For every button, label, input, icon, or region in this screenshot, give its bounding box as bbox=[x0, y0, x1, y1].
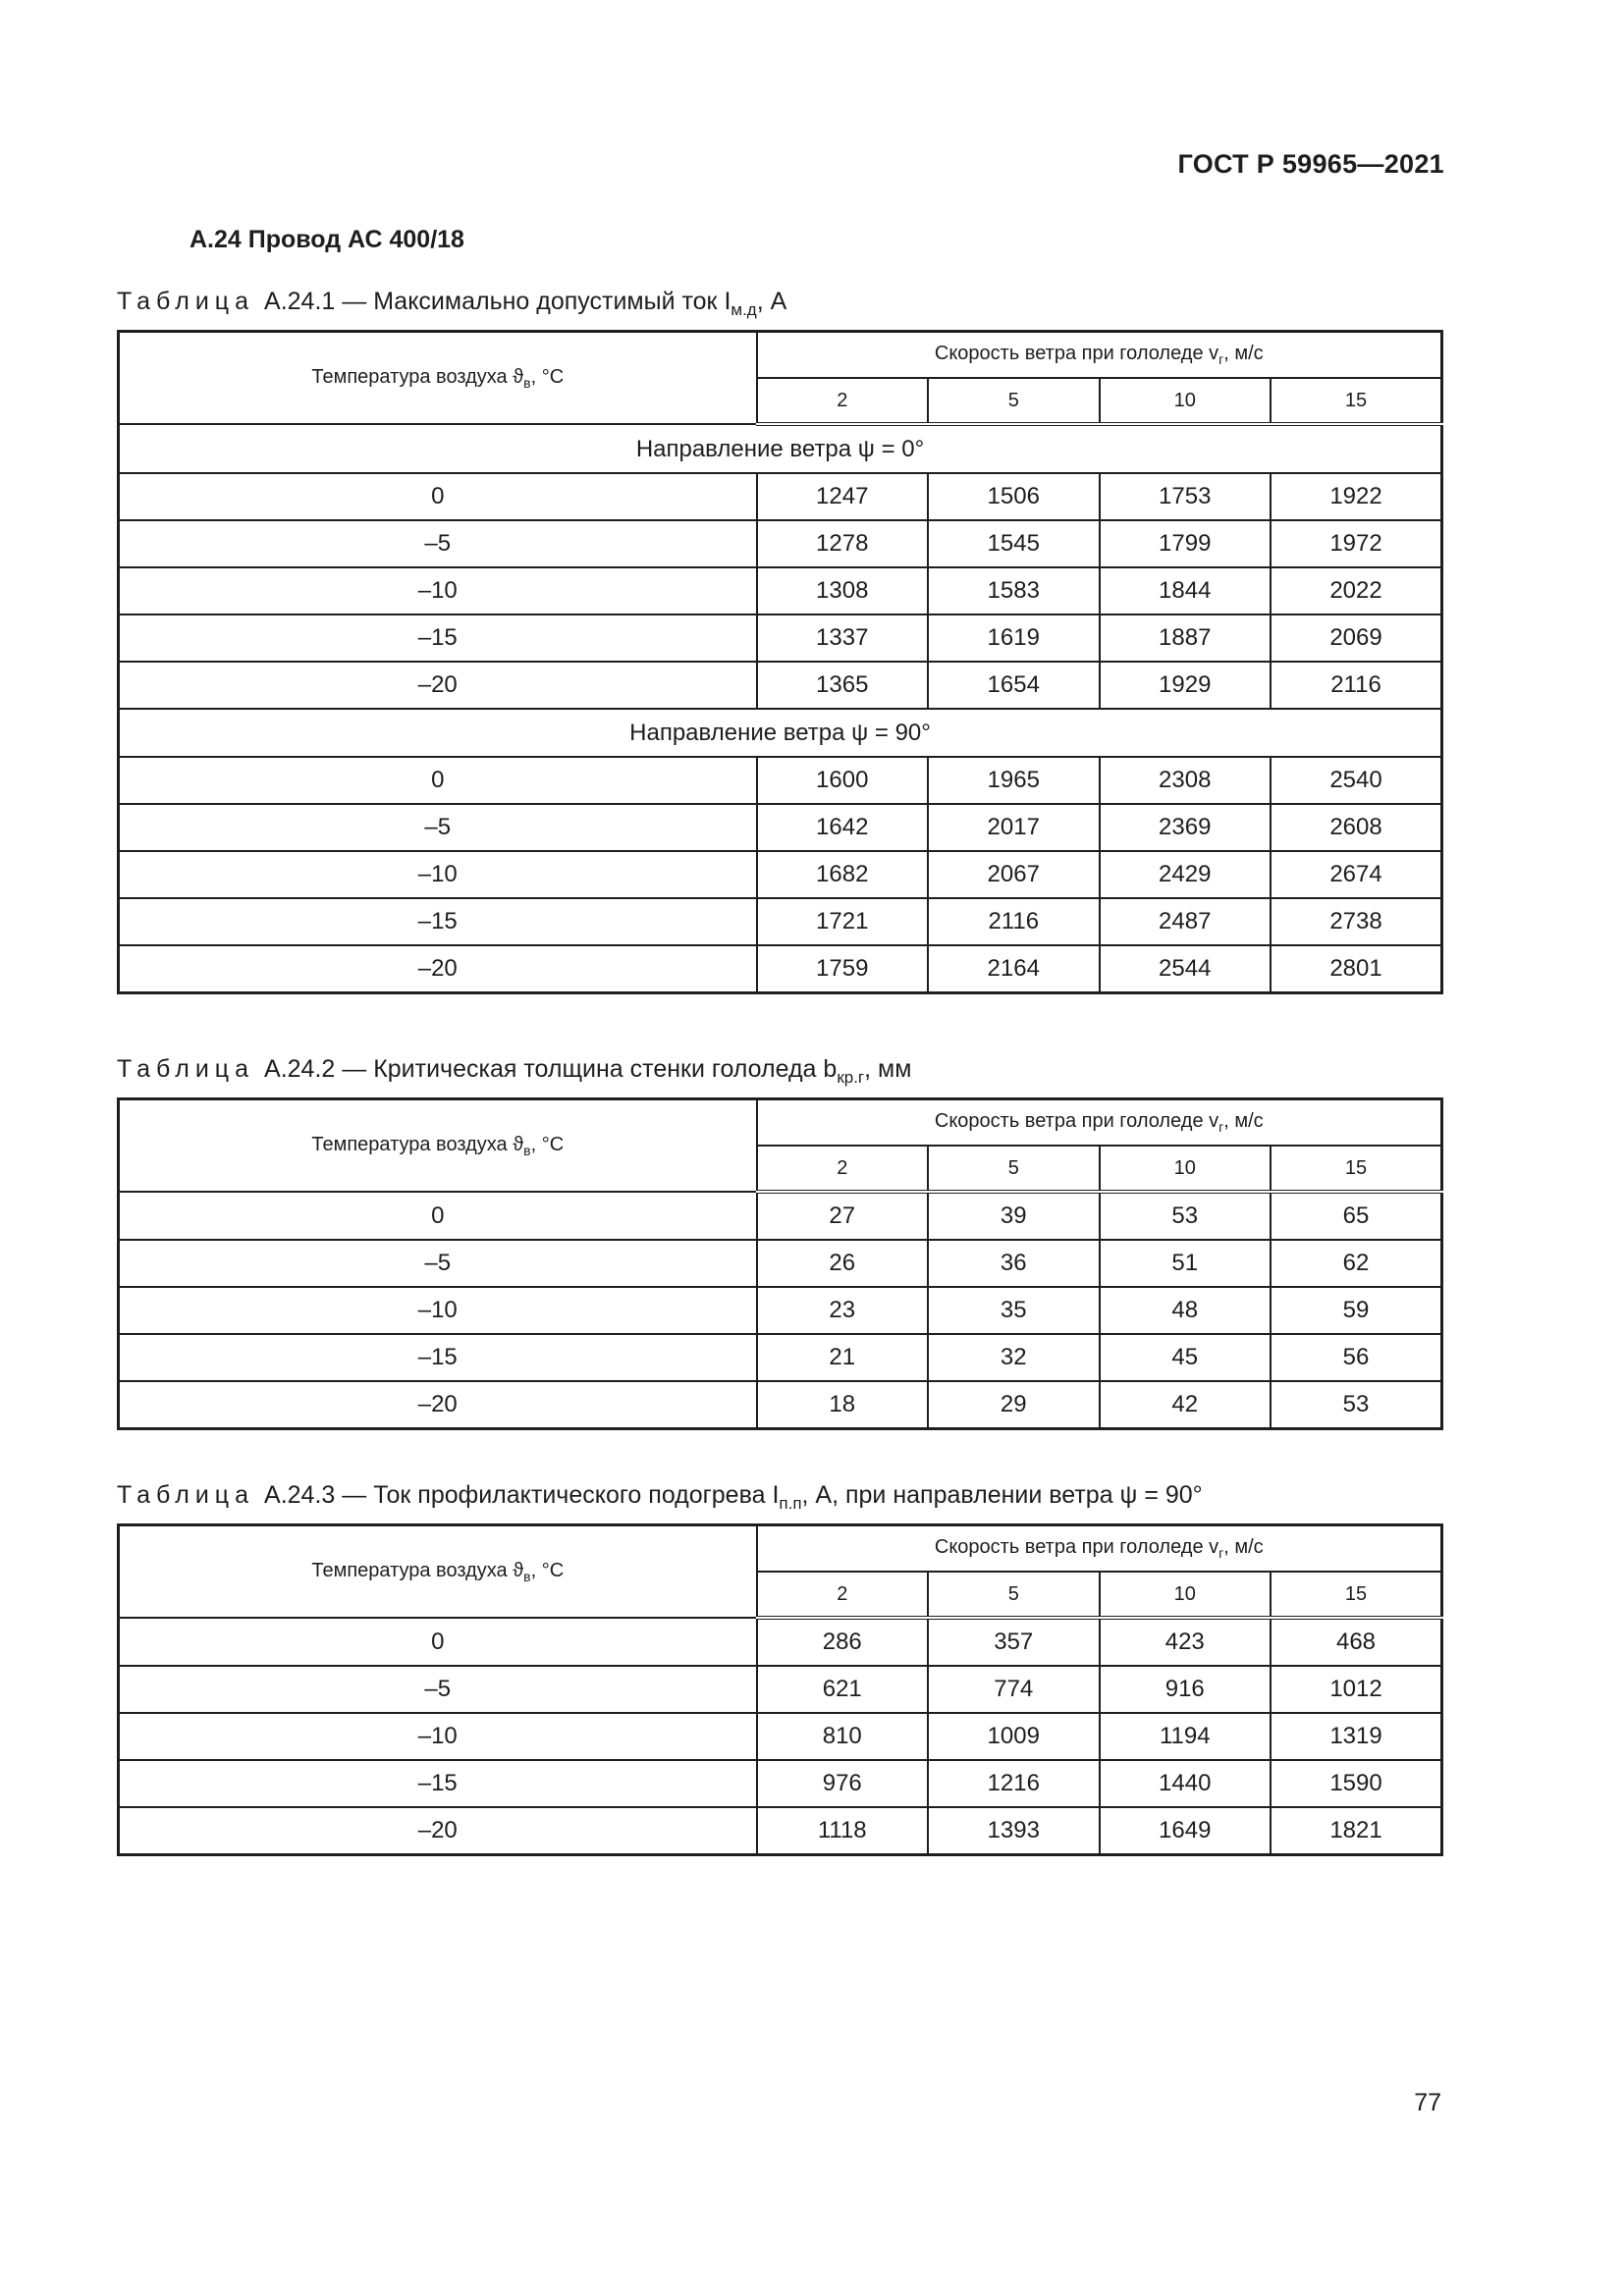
table-row bbox=[119, 520, 1442, 567]
header-row bbox=[119, 332, 1442, 379]
speed-header-cell: 2 bbox=[757, 378, 929, 424]
value-cell: 357 bbox=[928, 1618, 1100, 1666]
temperature-cell: –10 bbox=[119, 851, 757, 898]
speed-header-cell: 10 bbox=[1100, 378, 1272, 424]
value-cell: 1619 bbox=[928, 614, 1100, 662]
value-cell: 59 bbox=[1271, 1287, 1442, 1334]
value-cell: 1821 bbox=[1271, 1807, 1442, 1855]
speed-header-cell: 10 bbox=[1100, 1572, 1272, 1618]
value-cell: 2487 bbox=[1100, 898, 1272, 945]
table-row bbox=[119, 614, 1442, 662]
value-cell: 53 bbox=[1271, 1381, 1442, 1429]
value-cell: 2022 bbox=[1271, 567, 1442, 614]
value-cell: 1278 bbox=[757, 520, 929, 567]
value-cell: 1216 bbox=[928, 1760, 1100, 1807]
value-cell: 62 bbox=[1271, 1240, 1442, 1287]
value-cell: 1545 bbox=[928, 520, 1100, 567]
table-caption-a24-3 bbox=[117, 1481, 1203, 1514]
temperature-subscript: в bbox=[523, 1142, 531, 1158]
temperature-cell: –5 bbox=[119, 1240, 757, 1287]
table-row bbox=[119, 1807, 1442, 1855]
temperature-label: Температура воздуха ϑ bbox=[311, 1133, 524, 1155]
value-cell: 2608 bbox=[1271, 804, 1442, 851]
value-cell: 1759 bbox=[757, 945, 929, 993]
table-row bbox=[119, 851, 1442, 898]
temperature-cell: –5 bbox=[119, 1666, 757, 1713]
temperature-header bbox=[119, 1099, 757, 1193]
value-cell: 2801 bbox=[1271, 945, 1442, 993]
value-cell: 423 bbox=[1100, 1618, 1272, 1666]
value-cell: 1583 bbox=[928, 567, 1100, 614]
value-cell: 1929 bbox=[1100, 662, 1272, 709]
caption-text: А.24.1 — Максимально допустимый ток I bbox=[264, 288, 731, 315]
temperature-cell: 0 bbox=[119, 473, 757, 520]
caption-subscript: м.д bbox=[731, 300, 757, 319]
value-cell: 1887 bbox=[1100, 614, 1272, 662]
value-cell: 1642 bbox=[757, 804, 929, 851]
table-row bbox=[119, 567, 1442, 614]
temperature-cell: –10 bbox=[119, 567, 757, 614]
temperature-label: Температура воздуха ϑ bbox=[311, 1559, 524, 1581]
caption-word: Таблица bbox=[117, 1481, 255, 1509]
temperature-cell: –15 bbox=[119, 1334, 757, 1381]
value-cell: 2369 bbox=[1100, 804, 1272, 851]
wind-speed-subscript: г bbox=[1218, 351, 1224, 367]
value-cell: 2308 bbox=[1100, 757, 1272, 804]
wind-speed-subscript: г bbox=[1218, 1545, 1224, 1561]
value-cell: 1365 bbox=[757, 662, 929, 709]
temperature-cell: –20 bbox=[119, 1807, 757, 1855]
table-row bbox=[119, 1760, 1442, 1807]
value-cell: 1682 bbox=[757, 851, 929, 898]
wind-speed-label: Скорость ветра при гололеде v bbox=[934, 343, 1219, 364]
value-cell: 1721 bbox=[757, 898, 929, 945]
wind-speed-unit: , м/с bbox=[1223, 1536, 1264, 1558]
table-a24-3 bbox=[117, 1523, 1443, 1856]
value-cell: 45 bbox=[1100, 1334, 1272, 1381]
table-row bbox=[119, 757, 1442, 804]
value-cell: 1654 bbox=[928, 662, 1100, 709]
value-cell: 1844 bbox=[1100, 567, 1272, 614]
speed-header-cell: 5 bbox=[928, 1572, 1100, 1618]
value-cell: 916 bbox=[1100, 1666, 1272, 1713]
header-row bbox=[119, 1099, 1442, 1147]
value-cell: 2164 bbox=[928, 945, 1100, 993]
value-cell: 29 bbox=[928, 1381, 1100, 1429]
value-cell: 1506 bbox=[928, 473, 1100, 520]
speed-header-cell: 5 bbox=[928, 1146, 1100, 1192]
speed-header-cell: 2 bbox=[757, 1572, 929, 1618]
wind-speed-unit: , м/с bbox=[1223, 343, 1264, 364]
temperature-cell: 0 bbox=[119, 1192, 757, 1240]
value-cell: 1965 bbox=[928, 757, 1100, 804]
table-caption-a24-1 bbox=[117, 288, 786, 320]
wind-direction-label: Направление ветра ψ = 0° bbox=[119, 424, 1442, 473]
speed-header-cell: 15 bbox=[1271, 1146, 1442, 1192]
speed-header-cell: 15 bbox=[1271, 1572, 1442, 1618]
value-cell: 65 bbox=[1271, 1192, 1442, 1240]
caption-word: Таблица bbox=[117, 1055, 255, 1083]
value-cell: 2069 bbox=[1271, 614, 1442, 662]
value-cell: 21 bbox=[757, 1334, 929, 1381]
value-cell: 2116 bbox=[928, 898, 1100, 945]
speed-header-cell: 10 bbox=[1100, 1146, 1272, 1192]
table-row bbox=[119, 1287, 1442, 1334]
value-cell: 621 bbox=[757, 1666, 929, 1713]
temperature-header bbox=[119, 332, 757, 425]
value-cell: 1337 bbox=[757, 614, 929, 662]
value-cell: 27 bbox=[757, 1192, 929, 1240]
speed-header-cell: 5 bbox=[928, 378, 1100, 424]
value-cell: 1600 bbox=[757, 757, 929, 804]
table-row bbox=[119, 804, 1442, 851]
value-cell: 1308 bbox=[757, 567, 929, 614]
temperature-cell: –5 bbox=[119, 520, 757, 567]
value-cell: 1009 bbox=[928, 1713, 1100, 1760]
value-cell: 35 bbox=[928, 1287, 1100, 1334]
value-cell: 36 bbox=[928, 1240, 1100, 1287]
value-cell: 1118 bbox=[757, 1807, 929, 1855]
caption-subscript: кр.г bbox=[837, 1068, 865, 1087]
value-cell: 1393 bbox=[928, 1807, 1100, 1855]
table-row bbox=[119, 898, 1442, 945]
header-row bbox=[119, 1525, 1442, 1573]
value-cell: 2116 bbox=[1271, 662, 1442, 709]
temperature-cell: 0 bbox=[119, 757, 757, 804]
value-cell: 1972 bbox=[1271, 520, 1442, 567]
speed-header-cell: 15 bbox=[1271, 378, 1442, 424]
value-cell: 2017 bbox=[928, 804, 1100, 851]
temperature-cell: –10 bbox=[119, 1287, 757, 1334]
table-row bbox=[119, 473, 1442, 520]
table-row bbox=[119, 662, 1442, 709]
caption-tail: , А bbox=[756, 288, 787, 315]
standard-code: ГОСТ Р 59965—2021 bbox=[1177, 149, 1444, 179]
value-cell: 2540 bbox=[1271, 757, 1442, 804]
temperature-label: Температура воздуха ϑ bbox=[311, 365, 524, 388]
table-row bbox=[119, 1334, 1442, 1381]
table-caption-a24-2 bbox=[117, 1055, 911, 1088]
value-cell: 48 bbox=[1100, 1287, 1272, 1334]
caption-tail: , А, при направлении ветра ψ = 90° bbox=[801, 1481, 1203, 1509]
group-row bbox=[119, 424, 1442, 473]
value-cell: 42 bbox=[1100, 1381, 1272, 1429]
value-cell: 1440 bbox=[1100, 1760, 1272, 1807]
value-cell: 1247 bbox=[757, 473, 929, 520]
temperature-subscript: в bbox=[523, 374, 531, 391]
caption-text: А.24.2 — Критическая толщина стенки гололеда b bbox=[264, 1055, 838, 1083]
table-row bbox=[119, 1192, 1442, 1240]
value-cell: 56 bbox=[1271, 1334, 1442, 1381]
temperature-cell: –20 bbox=[119, 1381, 757, 1429]
value-cell: 2429 bbox=[1100, 851, 1272, 898]
temperature-cell: –20 bbox=[119, 662, 757, 709]
value-cell: 810 bbox=[757, 1713, 929, 1760]
temperature-unit: , °С bbox=[530, 1133, 565, 1155]
temperature-cell: –10 bbox=[119, 1713, 757, 1760]
table-row bbox=[119, 945, 1442, 993]
table-row bbox=[119, 1618, 1442, 1666]
value-cell: 26 bbox=[757, 1240, 929, 1287]
temperature-unit: , °С bbox=[530, 365, 565, 388]
speed-header-cell: 2 bbox=[757, 1146, 929, 1192]
temperature-cell: 0 bbox=[119, 1618, 757, 1666]
temperature-cell: –15 bbox=[119, 898, 757, 945]
section-title: А.24 Провод АС 400/18 bbox=[189, 226, 464, 253]
value-cell: 2067 bbox=[928, 851, 1100, 898]
caption-word: Таблица bbox=[117, 288, 255, 315]
caption-tail: , мм bbox=[864, 1055, 912, 1083]
wind-speed-unit: , м/с bbox=[1223, 1110, 1264, 1132]
value-cell: 2674 bbox=[1271, 851, 1442, 898]
value-cell: 53 bbox=[1100, 1192, 1272, 1240]
value-cell: 1319 bbox=[1271, 1713, 1442, 1760]
table-row bbox=[119, 1240, 1442, 1287]
value-cell: 774 bbox=[928, 1666, 1100, 1713]
value-cell: 1590 bbox=[1271, 1760, 1442, 1807]
value-cell: 2738 bbox=[1271, 898, 1442, 945]
value-cell: 32 bbox=[928, 1334, 1100, 1381]
page-number: 77 bbox=[1414, 2089, 1441, 2116]
value-cell: 51 bbox=[1100, 1240, 1272, 1287]
value-cell: 1012 bbox=[1271, 1666, 1442, 1713]
value-cell: 23 bbox=[757, 1287, 929, 1334]
temperature-unit: , °С bbox=[530, 1559, 565, 1581]
table-row bbox=[119, 1713, 1442, 1760]
temperature-cell: –20 bbox=[119, 945, 757, 993]
table-row bbox=[119, 1381, 1442, 1429]
value-cell: 1799 bbox=[1100, 520, 1272, 567]
table-a24-2 bbox=[117, 1097, 1443, 1430]
value-cell: 1922 bbox=[1271, 473, 1442, 520]
value-cell: 286 bbox=[757, 1618, 929, 1666]
value-cell: 39 bbox=[928, 1192, 1100, 1240]
caption-subscript: п.п bbox=[779, 1494, 802, 1513]
table-a24-1 bbox=[117, 330, 1443, 994]
wind-speed-label: Скорость ветра при гололеде v bbox=[934, 1536, 1219, 1558]
value-cell: 1649 bbox=[1100, 1807, 1272, 1855]
value-cell: 1753 bbox=[1100, 473, 1272, 520]
table-row bbox=[119, 1666, 1442, 1713]
temperature-subscript: в bbox=[523, 1568, 531, 1584]
wind-speed-header bbox=[757, 1099, 1442, 1147]
value-cell: 1194 bbox=[1100, 1713, 1272, 1760]
value-cell: 468 bbox=[1271, 1618, 1442, 1666]
temperature-cell: –15 bbox=[119, 614, 757, 662]
wind-speed-label: Скорость ветра при гололеде v bbox=[934, 1110, 1219, 1132]
wind-speed-header bbox=[757, 1525, 1442, 1573]
temperature-cell: –15 bbox=[119, 1760, 757, 1807]
wind-speed-header bbox=[757, 332, 1442, 379]
value-cell: 2544 bbox=[1100, 945, 1272, 993]
group-row bbox=[119, 709, 1442, 757]
caption-text: А.24.3 — Ток профилактического подогрева I bbox=[264, 1481, 780, 1509]
value-cell: 18 bbox=[757, 1381, 929, 1429]
wind-direction-label: Направление ветра ψ = 90° bbox=[119, 709, 1442, 757]
temperature-header bbox=[119, 1525, 757, 1619]
temperature-cell: –5 bbox=[119, 804, 757, 851]
wind-speed-subscript: г bbox=[1218, 1119, 1224, 1135]
value-cell: 976 bbox=[757, 1760, 929, 1807]
